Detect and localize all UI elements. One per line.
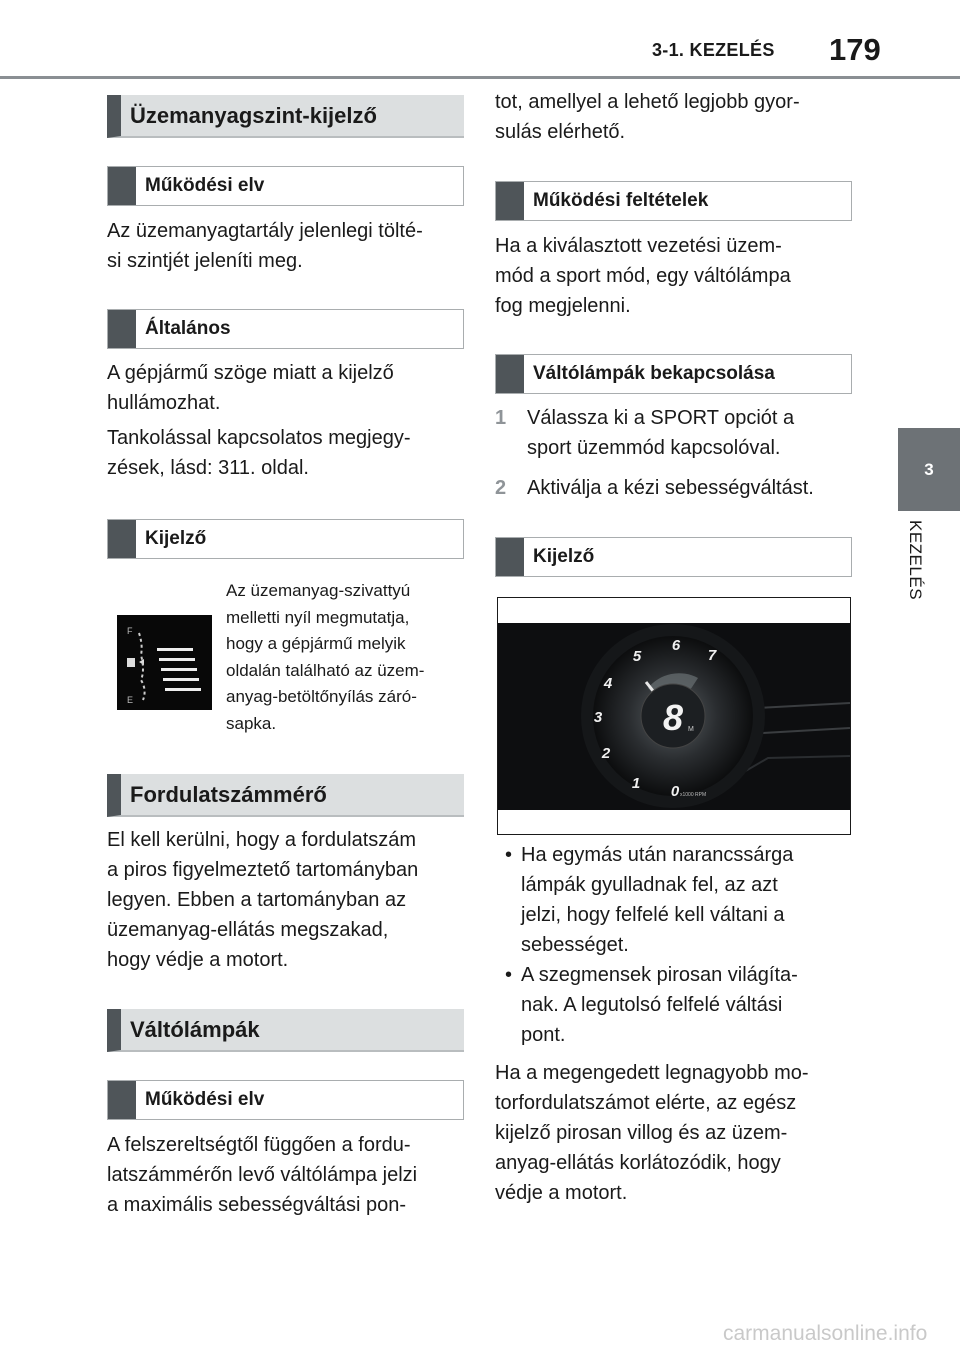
text-line: A gépjármű szöge miatt a kijelző xyxy=(107,362,394,384)
subheading-marker xyxy=(496,538,524,576)
para-shift-principle xyxy=(107,1130,417,1220)
text-line: Ha egymás után narancssárga xyxy=(521,844,794,866)
subheading-general xyxy=(107,309,464,349)
text-line: Tankolással kapcsolatos megjegy- xyxy=(107,427,411,449)
tachometer-tick-label: 4 xyxy=(603,675,613,692)
text-line: nak. A legutolsó felfelé váltási xyxy=(521,994,783,1016)
tachometer-tick-label: 1 xyxy=(631,775,641,792)
tachometer-tick-label: 5 xyxy=(632,648,642,665)
subheading-marker xyxy=(108,1081,136,1119)
subheading-marker xyxy=(108,520,136,558)
heading-shift-lights xyxy=(107,1009,464,1052)
text-line: melletti nyíl megmutatja, xyxy=(226,607,410,627)
text-line: a piros figyelmeztető tartományban xyxy=(107,859,419,881)
para-general-2 xyxy=(107,423,411,483)
text-line: oldalán található az üzem- xyxy=(226,660,425,680)
subheading-activate-text: Váltólámpák bekapcsolása xyxy=(533,363,775,384)
heading-fuel-gauge-text: Üzemanyagszint-kijelző xyxy=(130,103,377,128)
text-line: anyag-betöltőnyílás záró- xyxy=(226,687,417,706)
text-line: latszámmérőn levő váltólámpa jelzi xyxy=(107,1164,418,1186)
subheading-conditions xyxy=(495,181,852,221)
text-line: A szegmensek pirosan világíta- xyxy=(521,964,798,986)
tachometer-graphic xyxy=(498,598,850,834)
subheading-activate xyxy=(495,354,852,394)
step-2-text xyxy=(527,473,814,503)
running-header-section: 3-1. KEZELÉS xyxy=(652,40,775,60)
text-line: védje a motort. xyxy=(495,1182,628,1204)
tachometer-tick-label: 6 xyxy=(671,637,681,654)
text-line: Válassza ki a SPORT opciót a xyxy=(527,407,795,429)
text-line: Az üzemanyag-szivattyú xyxy=(226,581,411,600)
subheading-marker xyxy=(496,182,524,220)
gear-mode: M xyxy=(688,726,694,733)
step-1-text xyxy=(527,403,794,463)
header-rule xyxy=(0,76,960,79)
fuel-pump-icon xyxy=(127,658,135,667)
text-line: fog megjelenni. xyxy=(495,295,631,317)
heading-tachometer-text: Fordulatszámmérő xyxy=(130,782,327,807)
chapter-tab-number: 3 xyxy=(898,428,960,511)
text-line: hullámozhat. xyxy=(107,392,221,414)
subheading-principle-text: Működési elv xyxy=(145,175,265,196)
heading-tachometer xyxy=(107,774,464,817)
text-line: hogy a gépjármű melyik xyxy=(226,634,406,653)
text-line: A felszereltségtől függően a fordu- xyxy=(107,1134,411,1156)
text-line: mód a sport mód, egy váltólámpa xyxy=(495,265,791,287)
text-line: sport üzemmód kapcsolóval. xyxy=(527,437,781,459)
tachometer-tick-label: 0 xyxy=(670,783,680,800)
text-line: a maximális sebességváltási pon- xyxy=(107,1194,407,1216)
text-line: Az üzemanyagtartály jelenlegi tölté- xyxy=(107,220,423,242)
text-line: zések, lásd: 311. oldal. xyxy=(107,457,309,479)
rpm-unit: x1000 RPM xyxy=(680,792,707,798)
para-final xyxy=(495,1058,809,1208)
fuel-gauge-illustration xyxy=(117,615,212,710)
fuel-gauge-caption xyxy=(226,578,424,737)
svg-text:F: F xyxy=(127,626,133,636)
heading-shift-lights-text: Váltólámpák xyxy=(130,1017,260,1042)
text-line: tot, amellyel a lehető legjobb gyor- xyxy=(495,91,800,113)
tachometer-tick-label: 7 xyxy=(707,647,717,664)
text-line: Ha a kiválasztott vezetési üzem- xyxy=(495,235,782,257)
text-line: si szintjét jeleníti meg. xyxy=(107,250,303,272)
tachometer-tick-label: 2 xyxy=(601,745,611,762)
text-line: jelzi, hogy felfelé kell váltani a xyxy=(521,904,785,926)
svg-text:E: E xyxy=(127,695,134,705)
bullet-2-text xyxy=(521,960,798,1050)
bullet-dot: • xyxy=(505,844,513,866)
bullet-1-text xyxy=(521,840,793,960)
text-line: El kell kerülni, hogy a fordulatszám xyxy=(107,829,417,851)
subheading-principle xyxy=(107,166,464,206)
heading-fuel-gauge xyxy=(107,95,464,138)
gear-indicator: 8 xyxy=(662,697,684,738)
subheading-display-right xyxy=(495,537,852,577)
text-line: sapka. xyxy=(226,713,277,733)
subheading-conditions-text: Működési feltételek xyxy=(533,190,709,211)
text-line: hogy védje a motort. xyxy=(107,949,289,971)
text-line: Ha a megengedett legnagyobb mo- xyxy=(495,1062,809,1084)
text-line: lámpák gyulladnak fel, az azt xyxy=(521,874,778,896)
text-line: sulás elérhető. xyxy=(495,121,626,143)
chapter-tab-label: KEZELÉS xyxy=(906,520,925,601)
subheading-display-text: Kijelző xyxy=(145,528,207,549)
para-tachometer xyxy=(107,825,418,975)
watermark: carmanualsonline.info xyxy=(723,1322,928,1345)
text-line: kijelző pirosan villog és az üzem- xyxy=(495,1122,788,1144)
text-line: legyen. Ebben a tartományban az xyxy=(107,889,407,911)
subheading-marker xyxy=(496,355,524,393)
para-shift-continued xyxy=(495,87,800,147)
tachometer-tick-label: 3 xyxy=(593,709,603,726)
subheading-shift-principle-text: Működési elv xyxy=(145,1089,265,1110)
subheading-display-right-text: Kijelző xyxy=(533,546,595,567)
para-fuel-principle xyxy=(107,216,423,276)
step-number: 1 xyxy=(495,407,507,429)
subheading-shift-principle xyxy=(107,1080,464,1120)
subheading-marker xyxy=(108,167,136,205)
subheading-marker xyxy=(108,310,136,348)
para-general-1 xyxy=(107,358,394,418)
text-line: anyag-ellátás korlátozódik, hogy xyxy=(495,1152,781,1174)
fuel-gauge-graphic xyxy=(117,615,212,710)
text-line: pont. xyxy=(521,1024,566,1046)
text-line: Aktiválja a kézi sebességváltást. xyxy=(527,477,814,499)
page-number: 179 xyxy=(829,32,881,67)
subheading-general-text: Általános xyxy=(145,318,231,339)
para-conditions xyxy=(495,231,791,321)
text-line: sebességet. xyxy=(521,934,629,956)
subheading-display xyxy=(107,519,464,559)
shift-light-gauge-illustration xyxy=(497,597,851,835)
bullet-dot: • xyxy=(505,964,513,986)
step-number: 2 xyxy=(495,477,507,499)
text-line: torfordulatszámot elérte, az egész xyxy=(495,1092,797,1114)
text-line: üzemanyag-ellátás megszakad, xyxy=(107,919,389,941)
